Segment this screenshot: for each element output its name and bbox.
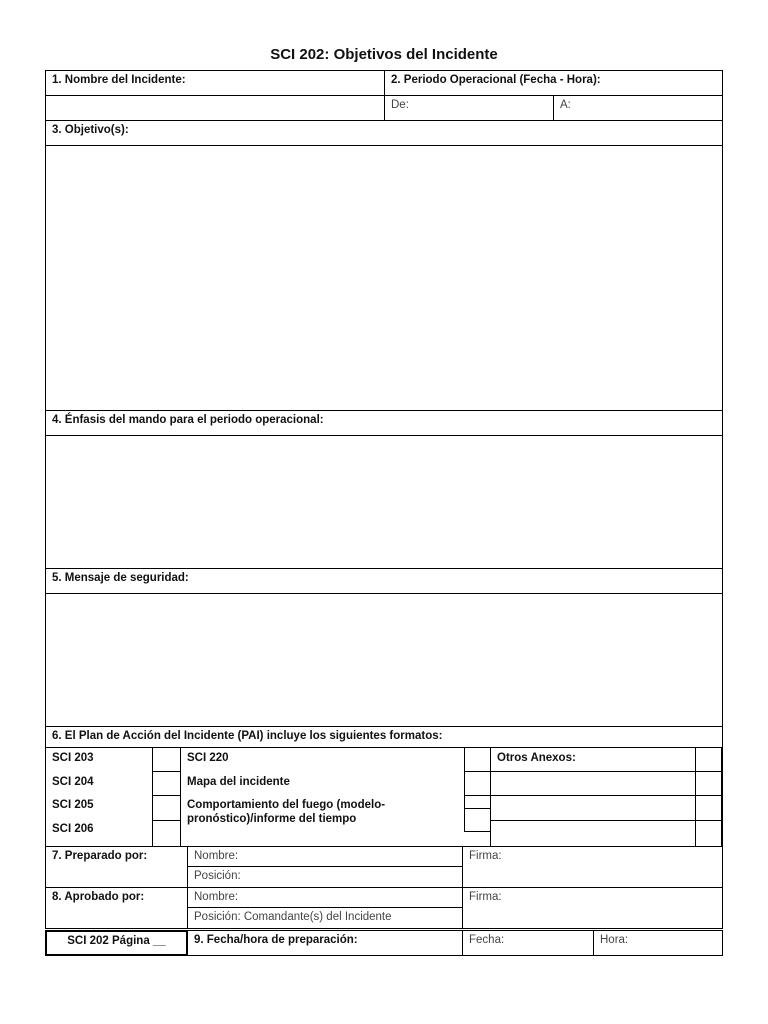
prepared-by-label: 7. Preparado por: xyxy=(45,846,188,888)
objectives-field[interactable] xyxy=(45,145,723,411)
safety-message-field[interactable] xyxy=(45,593,723,727)
iap-includes-label: 6. El Plan de Acción del Incidente (PAI) incluye los siguientes formatos: xyxy=(45,726,723,748)
approved-by-signature-field[interactable]: Firma: xyxy=(462,887,723,929)
checkbox-weather-report[interactable] xyxy=(464,808,491,832)
operational-period-label: 2. Periodo Operacional (Fecha - Hora): xyxy=(384,70,723,96)
prepared-by-signature-field[interactable]: Firma: xyxy=(462,846,723,888)
incident-map-label: Mapa del incidente xyxy=(187,776,290,788)
command-emphasis-field[interactable] xyxy=(45,435,723,569)
checkbox-sci-205[interactable] xyxy=(152,795,181,821)
approved-by-label: 8. Aprobado por: xyxy=(45,887,188,929)
page-title: SCI 202: Objetivos del Incidente xyxy=(270,46,498,63)
approved-by-position-field[interactable]: Posición: Comandante(s) del Incidente xyxy=(187,907,463,929)
page-number-label: SCI 202 Página __ xyxy=(45,930,188,956)
objectives-label: 3. Objetivo(s): xyxy=(45,120,723,146)
preparation-datetime-label: 9. Fecha/hora de preparación: xyxy=(187,930,463,956)
incident-name-label: 1. Nombre del Incidente: xyxy=(45,70,385,96)
checkbox-sci-220[interactable] xyxy=(464,747,491,772)
period-from-field[interactable]: De: xyxy=(384,95,554,121)
checkbox-incident-map[interactable] xyxy=(464,771,491,796)
other-annex-field-2[interactable] xyxy=(490,795,696,821)
checkbox-sci-203[interactable] xyxy=(152,747,181,772)
checkbox-other-annex-2[interactable] xyxy=(695,771,722,796)
other-annex-field-1[interactable] xyxy=(490,771,696,796)
checkbox-other-annex-3[interactable] xyxy=(695,795,722,821)
preparation-date-field[interactable]: Fecha: xyxy=(462,930,594,956)
prepared-by-name-field[interactable]: Nombre: xyxy=(187,846,463,867)
form-sci-220-label: SCI 220 xyxy=(187,752,229,764)
form-sci-206-label: SCI 206 xyxy=(52,823,94,835)
form-sci-203-label: SCI 203 xyxy=(52,752,94,764)
checkbox-sci-204[interactable] xyxy=(152,771,181,796)
form-sci-205-label: SCI 205 xyxy=(52,799,94,811)
checkbox-sci-206[interactable] xyxy=(152,820,181,847)
checkbox-other-annex-4[interactable] xyxy=(695,820,722,847)
period-to-field[interactable]: A: xyxy=(553,95,723,121)
command-emphasis-label: 4. Énfasis del mando para el periodo operacional: xyxy=(45,410,723,436)
safety-message-label: 5. Mensaje de seguridad: xyxy=(45,568,723,594)
incident-objectives-form xyxy=(45,70,723,956)
other-annex-field-3[interactable] xyxy=(490,820,696,847)
approved-by-name-field[interactable]: Nombre: xyxy=(187,887,463,908)
other-annexes-label: Otros Anexos: xyxy=(497,752,576,764)
incident-name-field[interactable] xyxy=(45,95,385,121)
form-sci-204-label: SCI 204 xyxy=(52,776,94,788)
checkbox-other-annex-1[interactable] xyxy=(695,747,722,772)
fire-behavior-label: Comportamiento del fuego (modelo-pronóstico)/informe del tiempo xyxy=(187,799,386,825)
prepared-by-position-field[interactable]: Posición: xyxy=(187,866,463,888)
preparation-time-field[interactable]: Hora: xyxy=(593,930,723,956)
